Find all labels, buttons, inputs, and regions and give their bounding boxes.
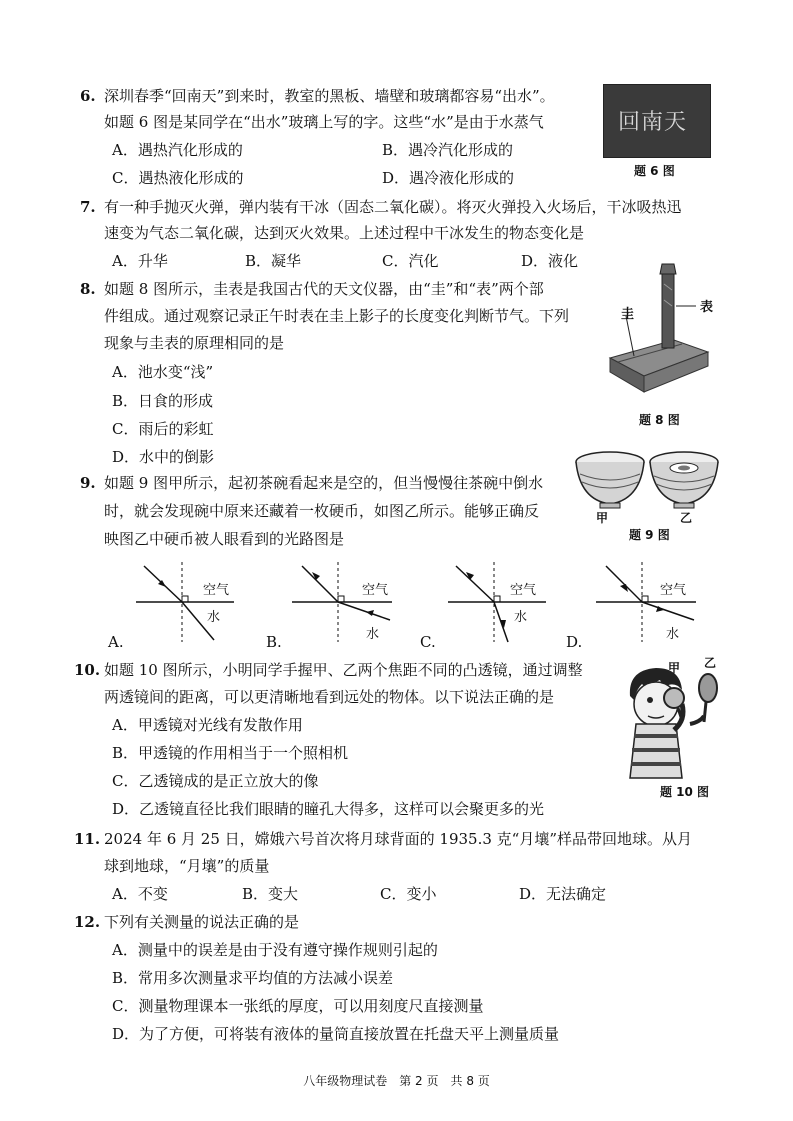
- air-label: 空气: [510, 583, 537, 598]
- glass-writing: 回南天: [618, 110, 688, 135]
- question-text: 深圳春季“回南天”到来时，教室的黑板、墙壁和玻璃都容易“出水”。: [104, 87, 555, 105]
- question-text: 映图乙中硬币被人眼看到的光路图是: [104, 530, 345, 548]
- label-gui: 圭: [621, 307, 635, 322]
- figure-caption: 题 10 图: [660, 785, 710, 799]
- question-number: 7.: [80, 198, 96, 216]
- option-c[interactable]: C．乙透镜成的是正立放大的像: [112, 772, 319, 790]
- question-text: 球到地球，“月壤”的质量: [104, 857, 270, 875]
- label-yi: 乙: [680, 511, 693, 525]
- option-a[interactable]: A.: [108, 633, 124, 651]
- label-jia: 甲: [668, 661, 681, 675]
- option-d[interactable]: D．水中的倒影: [112, 448, 215, 466]
- air-label: 空气: [660, 583, 687, 598]
- option-b[interactable]: B．凝华: [245, 252, 302, 270]
- option-b[interactable]: B．常用多次测量求平均值的方法减小误差: [112, 969, 394, 987]
- water-label: 水: [514, 610, 528, 625]
- option-c[interactable]: C.: [420, 633, 436, 651]
- option-a[interactable]: A．池水变“浅”: [112, 363, 214, 381]
- label-jia: 甲: [596, 511, 609, 525]
- option-d[interactable]: D．为了方便，可将装有液体的量筒直接放置在托盘天平上测量质量: [112, 1025, 560, 1043]
- guibiao-illustration: [604, 260, 714, 402]
- option-d[interactable]: D．液化: [521, 252, 579, 270]
- question-text: 下列有关测量的说法正确的是: [104, 913, 300, 931]
- figure-caption: 题 8 图: [639, 413, 680, 427]
- light-path-diagram-a[interactable]: [132, 560, 242, 644]
- option-d[interactable]: D．遇冷液化形成的: [382, 169, 515, 187]
- fogged-glass-photo: [603, 84, 711, 158]
- light-path-diagram-b[interactable]: [288, 560, 400, 644]
- figure-caption: 题 6 图: [634, 164, 675, 178]
- water-label: 水: [666, 627, 680, 642]
- question-text: 有一种手抛灭火弹，弹内装有干冰（固态二氧化碳）。将灭火弹投入火场后，干冰吸热迅: [104, 198, 682, 216]
- question-text: 件组成。通过观察记录正午时表在圭上影子的长度变化判断节气。下列: [104, 307, 570, 325]
- tea-bowls-illustration: [572, 446, 722, 518]
- option-b[interactable]: B．日食的形成: [112, 392, 214, 410]
- option-d[interactable]: D．无法确定: [519, 885, 607, 903]
- option-c[interactable]: C．遇热液化形成的: [112, 169, 244, 187]
- option-d[interactable]: D.: [566, 633, 583, 651]
- option-c[interactable]: C．测量物理课本一张纸的厚度，可以用刻度尺直接测量: [112, 997, 484, 1015]
- question-text: 速变为气态二氧化碳，达到灭火效果。上述过程中干冰发生的物态变化是: [104, 224, 585, 242]
- option-b[interactable]: B．甲透镜的作用相当于一个照相机: [112, 744, 349, 762]
- air-label: 空气: [362, 583, 389, 598]
- question-number: 9.: [80, 474, 96, 492]
- option-a[interactable]: A．遇热汽化形成的: [112, 141, 243, 159]
- option-b[interactable]: B．变大: [242, 885, 299, 903]
- light-path-diagram-d[interactable]: [592, 560, 704, 644]
- option-a[interactable]: A．升华: [112, 252, 168, 270]
- option-b[interactable]: B.: [266, 633, 282, 651]
- figure-caption: 题 9 图: [629, 528, 670, 542]
- option-a[interactable]: A．甲透镜对光线有发散作用: [112, 716, 303, 734]
- question-text: 如题 9 图甲所示，起初茶碗看起来是空的，但当慢慢往茶碗中倒水: [104, 474, 544, 492]
- question-number: 6.: [80, 87, 96, 105]
- option-a[interactable]: A．不变: [112, 885, 168, 903]
- option-c[interactable]: C．雨后的彩虹: [112, 420, 214, 438]
- question-text: 如题 6 图是某同学在“出水”玻璃上写的字。这些“水”是由于水蒸气: [104, 113, 544, 131]
- question-number: 8.: [80, 280, 96, 298]
- option-c[interactable]: C．变小: [380, 885, 437, 903]
- question-text: 时，就会发现碗中原来还藏着一枚硬币，如图乙所示。能够正确反: [104, 502, 540, 520]
- air-label: 空气: [203, 583, 230, 598]
- label-biao: 表: [700, 300, 714, 315]
- question-number: 12.: [74, 913, 101, 931]
- water-label: 水: [366, 627, 380, 642]
- page-footer: 八年级物理试卷 第 2 页 共 8 页: [303, 1074, 490, 1088]
- option-c[interactable]: C．汽化: [382, 252, 439, 270]
- question-text: 如题 10 图所示，小明同学手握甲、乙两个焦距不同的凸透镜，通过调整: [104, 661, 583, 679]
- boy-with-lenses-illustration: [620, 660, 724, 780]
- question-number: 10.: [74, 661, 101, 679]
- option-a[interactable]: A．测量中的误差是由于没有遵守操作规则引起的: [112, 941, 438, 959]
- question-text: 如题 8 图所示，圭表是我国古代的天文仪器，由“圭”和“表”两个部: [104, 280, 544, 298]
- label-yi: 乙: [704, 656, 717, 670]
- water-label: 水: [207, 610, 221, 625]
- light-path-diagram-c[interactable]: [444, 560, 554, 644]
- question-number: 11.: [74, 830, 101, 848]
- question-text: 两透镜间的距离，可以更清晰地看到远处的物体。以下说法正确的是: [104, 688, 555, 706]
- option-b[interactable]: B．遇冷汽化形成的: [382, 141, 514, 159]
- option-d[interactable]: D．乙透镜直径比我们眼睛的瞳孔大得多，这样可以会聚更多的光: [112, 800, 545, 818]
- question-text: 2024 年 6 月 25 日，嫦娥六号首次将月球背面的 1935.3 克“月壤”样品带回地球。从月: [104, 830, 693, 848]
- question-text: 现象与圭表的原理相同的是: [104, 334, 285, 352]
